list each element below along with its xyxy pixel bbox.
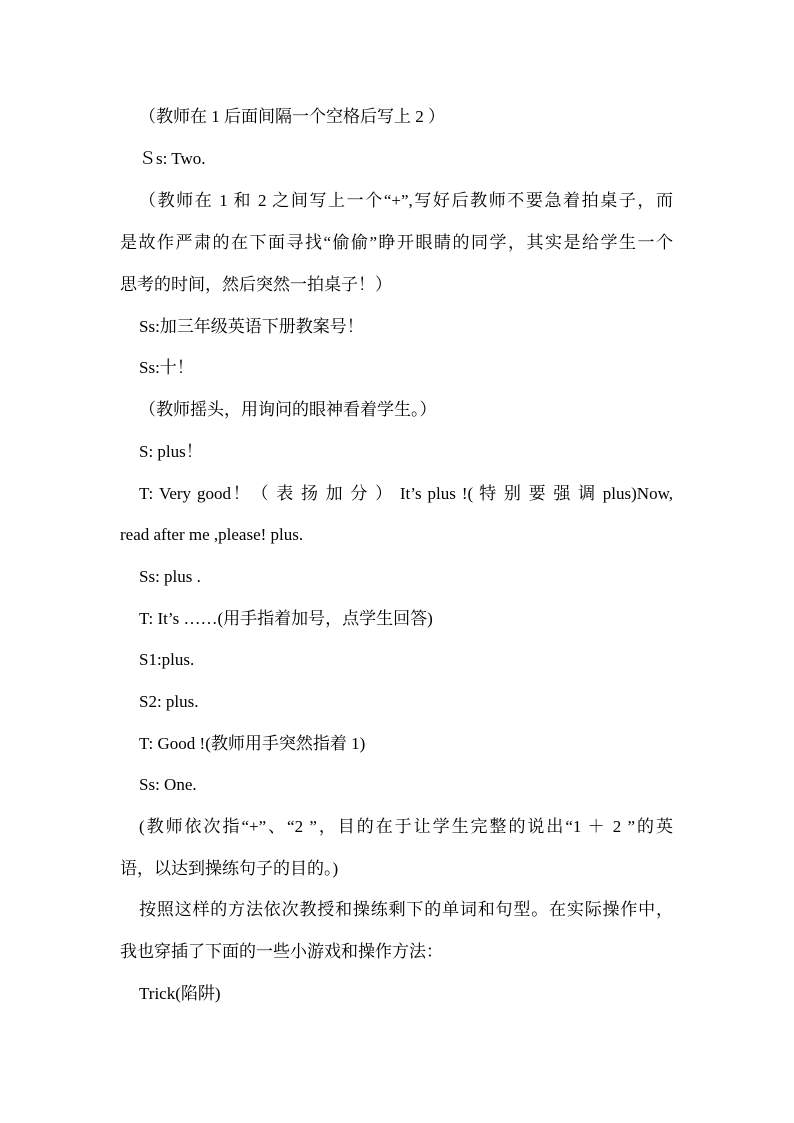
text-line-1: （教师在 1 后面间隔一个空格后写上 2 ）	[139, 107, 445, 126]
text-line-10: T: Very good！（ 表 扬 加 分 ） It’s plus !( 特 别 要 强 调 plus)Now,	[139, 484, 673, 503]
text-line-13: T: It’s ……(用手指着加号，点学生回答)	[139, 609, 433, 628]
text-line-12: Ss: plus .	[139, 567, 201, 586]
text-line-9: S: plus！	[139, 442, 203, 461]
text-line-17: Ss: One.	[139, 775, 197, 794]
text-line-3: （教师在 1 和 2 之间写上一个“+”,写好后教师不要急着拍桌子，而	[139, 191, 673, 210]
text-line-6: Ss:加三年级英语下册教案号！	[139, 317, 364, 336]
text-line-18: (教师依次指“+”、“2 ”，目的在于让学生完整的说出“1 ＋ 2 ”的英	[139, 817, 673, 836]
text-line-4: 是故作严肃的在下面寻找“偷偷”睁开眼睛的同学，其实是给学生一个	[120, 233, 673, 252]
text-line-20: 按照这样的方法依次教授和操练剩下的单词和句型。在实际操作中，	[139, 900, 673, 919]
text-line-8: （教师摇头，用询问的眼神看着学生。）	[139, 400, 437, 419]
text-line-22: Trick(陷阱)	[139, 984, 221, 1003]
text-line-21: 我也穿插了下面的一些小游戏和操作方法：	[120, 942, 443, 961]
text-line-14: S1:plus.	[139, 650, 195, 669]
text-line-19: 语，以达到操练句子的目的。)	[120, 859, 339, 878]
text-line-2: Ｓs: Two.	[139, 149, 206, 168]
text-line-5: 思考的时间，然后突然一拍桌子！）	[120, 275, 392, 294]
text-line-7: Ss:十！	[139, 358, 194, 377]
text-line-15: S2: plus.	[139, 692, 199, 711]
text-line-16: T: Good !(教师用手突然指着 1)	[139, 734, 366, 753]
text-line-11: read after me ,please! plus.	[120, 525, 304, 544]
